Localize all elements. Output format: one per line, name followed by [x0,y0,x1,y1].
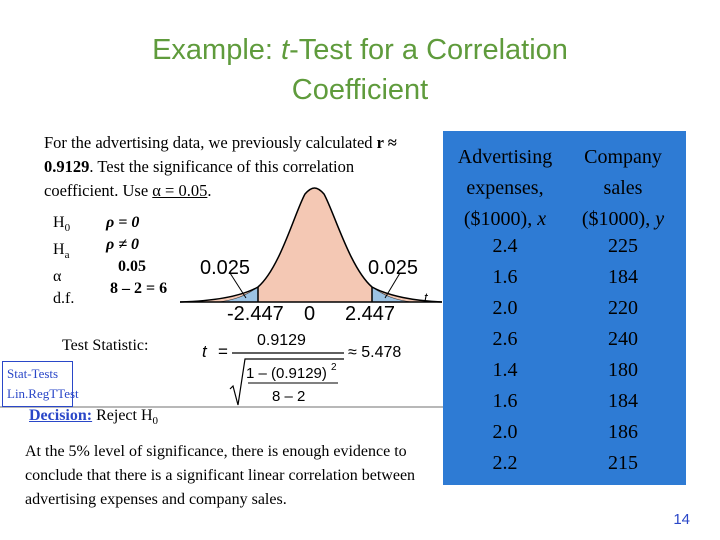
test-statistic-label: Test Statistic: [62,337,149,354]
table-cell: 2.4 [492,235,518,257]
decision-label: Decision: [29,407,93,424]
ha-label: $H_a$ [53,241,70,262]
table-cell: 240 [608,328,638,350]
page-number: 14 [673,511,690,528]
col2-values [563,231,683,479]
slide-title: Example: t-Test for a Correlation Coefficient [152,34,568,106]
table-cell: 2.2 [492,452,518,474]
table-cell: 184 [608,390,638,412]
intro-paragraph: For the advertising data, we previously calculated r ≈ 0.9129. Test the significance of this correlation coefficient. Use α = 0.05. [44,133,397,200]
col2-header-line3: ($1000), y [581,208,665,230]
ha-value: ρ ≠ 0 [106,236,140,253]
table-cell: 2.0 [492,297,518,319]
col1-values [447,231,563,479]
table-cell: 2.6 [492,328,518,350]
conclusion-text: At the 5% level of significance, there is enough evidence to conclude that there is a significant linear correlation between advertising expenses and company sales. [25,443,416,508]
alpha-label: α [53,268,62,286]
table-cell: 2.0 [492,421,518,443]
formula-denominator: 8 – 2 [272,388,306,405]
decision-line: Decision: Reject $H_0$ [29,407,159,428]
neg-critical-value: -2.447 [227,303,284,325]
table-cell: 1.4 [492,359,518,381]
h0-label: $H_0$ [53,214,71,235]
df-label: d.f. [53,290,75,308]
alpha-value-hyp: 0.05 [118,258,146,275]
table-cell: 220 [608,297,638,319]
formula-exponent: 2 [331,362,337,373]
svg-text:=: = [218,342,228,361]
t-distribution-curve [180,150,450,330]
test-statistic-formula [198,327,423,411]
pos-critical-value: 2.447 [345,303,396,325]
hypothesis-values [106,212,167,300]
right-tail-label: 0.025 [368,257,419,279]
table-cell: 1.6 [492,266,518,288]
calculator-steps-box: Stat-Tests Lin.RegTTest [2,361,73,407]
table-cell: 186 [608,421,638,443]
formula-inner: 1 – (0.9129) [246,365,327,382]
table-cell: 180 [608,359,638,381]
r-value: r ≈ 0.9129 [44,133,397,176]
axis-variable-t: t [424,290,428,305]
col2-header: Company sales ($1000), y [563,142,683,235]
alpha-value: α = 0.05 [152,181,208,200]
table-cell: 215 [608,452,638,474]
col1-header: Advertising expenses, ($1000), x [447,142,563,235]
center-label: 0 [304,303,316,325]
formula-numerator: 0.9129 [257,332,306,349]
formula-result: ≈ 5.478 [348,344,402,361]
h0-value: ρ = 0 [106,214,140,231]
df-value: 8 – 2 = 6 [110,280,168,297]
title-t: t [281,34,290,66]
col1-header-line3: ($1000), x [463,208,547,230]
table-cell: 1.6 [492,390,518,412]
hypothesis-labels [53,212,74,310]
table-cell: 184 [608,266,638,288]
formula-t: t [202,342,207,361]
table-cell: 225 [608,235,638,257]
data-table [443,131,686,485]
left-tail-label: 0.025 [200,257,251,279]
